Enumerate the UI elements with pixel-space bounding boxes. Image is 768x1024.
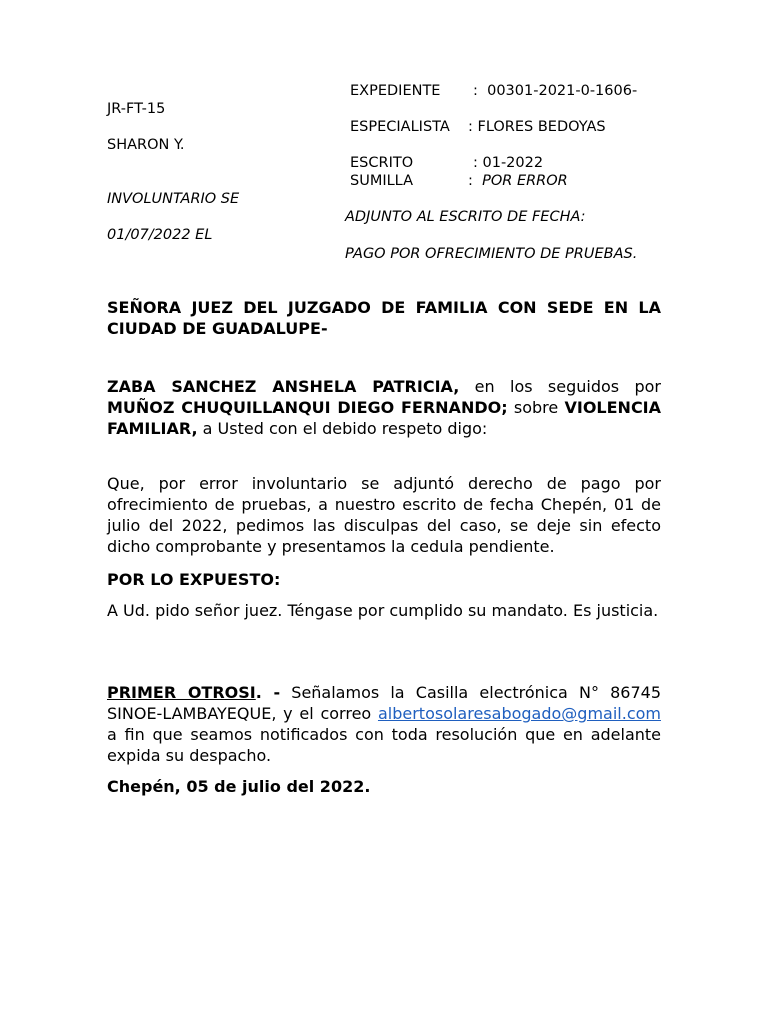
especialista-continuation: SHARON Y. [107,137,185,153]
sumilla-label: SUMILLA [350,173,414,189]
sumilla-left-2: 01/07/2022 EL [107,227,213,243]
otrosi-text-1: Señalamos la Casilla electrónica N° 86745 SINOE-LAMBAYEQUE, y el correo [107,683,662,723]
otrosi-text-2: a fin que seamos notificados con toda resolución que en adelante expida su despacho. [107,725,661,765]
opponent-name: MUÑOZ CHUQUILLANQUI DIEGO FERNANDO; [107,398,508,417]
intro-text-1: en los seguidos por [459,377,662,396]
request-paragraph: A Ud. pido señor juez. Téngase por cumplido su mandato. Es justicia. [107,601,659,620]
escrito-line [350,154,543,172]
expediente-line [350,82,637,100]
sumilla-value: POR ERROR [482,173,568,189]
body-paragraph: Que, por error involuntario se adjuntó derecho de pago por ofrecimiento de pruebas, a nuestro escrito de fecha Chepén, 01 de julio del 2022, pedimos las disculpas del caso, se deje sin efecto dicho comprobante y presentamos la cedula pendiente. [107,474,661,556]
intro-text-3: a Usted con el debido respeto digo: [197,419,488,438]
sumilla-right-1: ADJUNTO AL ESCRITO DE FECHA: [345,209,586,225]
especialista-line [350,118,606,136]
closing-date: Chepén, 05 de julio del 2022. [107,777,371,796]
escrito-value: : 01-2022 [473,155,544,171]
intro-paragraph [107,376,661,439]
escrito-label: ESCRITO [350,155,414,171]
otrosi-label: PRIMER OTROSI [107,683,256,702]
sumilla-right-2: PAGO POR OFRECIMIENTO DE PRUEBAS. [345,246,638,262]
sumilla-line [350,172,568,190]
expuesto-heading: POR LO EXPUESTO: [107,570,281,589]
otrosi-separator: . - [255,683,281,702]
expediente-colon: : [473,83,478,99]
matter: VIOLENCIA FAMILIAR, [107,398,662,438]
sumilla-left-1: INVOLUNTARIO SE [107,191,240,207]
otrosi-paragraph [107,682,661,766]
addressee: SEÑORA JUEZ DEL JUZGADO DE FAMILIA CON SEDE EN LA CIUDAD DE GUADALUPE- [107,298,661,338]
intro-text-2: sobre [507,398,565,417]
expediente-label: EXPEDIENTE [350,83,441,99]
expediente-value: 00301-2021-0-1606- [487,83,638,99]
especialista-value: : FLORES BEDOYAS [468,119,606,135]
especialista-label: ESPECIALISTA [350,119,450,135]
email-link[interactable]: albertosolaresabogado@gmail.com [377,704,661,723]
sumilla-colon: : [468,173,473,189]
party-name: ZABA SANCHEZ ANSHELA PATRICIA, [107,377,460,396]
expediente-continuation: JR-FT-15 [107,101,166,117]
